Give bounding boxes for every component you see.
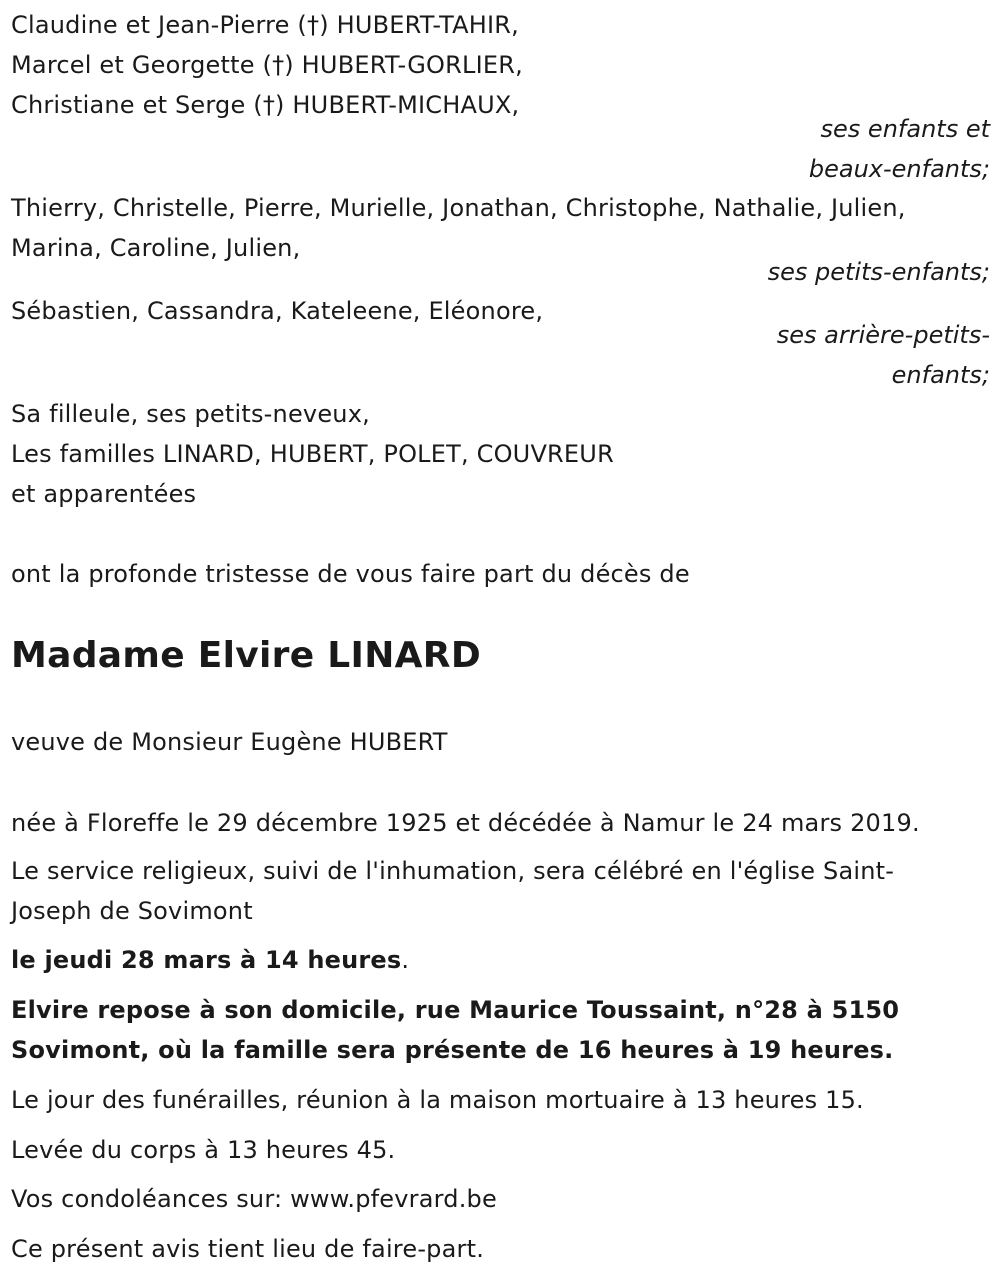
children-line-3: Christiane et Serge (†) HUBERT-MICHAUX, <box>11 91 520 119</box>
meeting-text: Le jour des funérailles, réunion à la maison mortuaire à 13 heures 15. <box>11 1086 864 1114</box>
grandchildren-role: ses petits-enfants; <box>767 258 990 286</box>
repose-line-1: Elvire repose à son domicile, rue Maurice Toussaint, n°28 à 5150 <box>11 996 900 1024</box>
children-line-2: Marcel et Georgette (†) HUBERT-GORLIER, <box>11 51 523 79</box>
grandchildren-line-2: Marina, Caroline, Julien, <box>11 234 301 262</box>
others-line-3: et apparentées <box>11 480 197 508</box>
service-line-2: Joseph de Sovimont <box>11 897 253 925</box>
children-role-line-1: ses enfants et <box>820 115 990 143</box>
widow-of-text: veuve de Monsieur Eugène HUBERT <box>11 728 448 756</box>
great-grandchildren-role-line-2: enfants; <box>891 361 990 389</box>
birth-death-text: née à Floreffe le 29 décembre 1925 et décédée à Namur le 24 mars 2019. <box>11 809 920 837</box>
children-line-1: Claudine et Jean-Pierre (†) HUBERT-TAHIR, <box>11 11 519 39</box>
children-role-line-2: beaux-enfants; <box>808 155 990 183</box>
notice-text: Ce présent avis tient lieu de faire-part. <box>11 1235 485 1263</box>
others-line-1: Sa filleule, ses petits-neveux, <box>11 400 370 428</box>
service-date-suffix: . <box>401 946 410 974</box>
levee-text: Levée du corps à 13 heures 45. <box>11 1136 396 1164</box>
great-grandchildren-role-line-1: ses arrière-petits- <box>776 321 990 349</box>
service-date <box>11 945 409 975</box>
grandchildren-line-1: Thierry, Christelle, Pierre, Murielle, Jonathan, Christophe, Nathalie, Julien, <box>11 194 906 222</box>
others-line-2: Les familles LINARD, HUBERT, POLET, COUVREUR <box>11 440 614 468</box>
deceased-name: Madame Elvire LINARD <box>11 635 482 676</box>
intro-text: ont la profonde tristesse de vous faire part du décès de <box>11 560 690 588</box>
service-line-1: Le service religieux, suivi de l'inhumation, sera célébré en l'église Saint- <box>11 857 895 885</box>
condolences-text: Vos condoléances sur: www.pfevrard.be <box>11 1185 497 1213</box>
service-date-bold: le jeudi 28 mars à 14 heures <box>11 946 402 974</box>
repose-line-2: Sovimont, où la famille sera présente de 16 heures à 19 heures. <box>11 1036 894 1064</box>
great-grandchildren-line: Sébastien, Cassandra, Kateleene, Eléonore, <box>11 297 544 325</box>
